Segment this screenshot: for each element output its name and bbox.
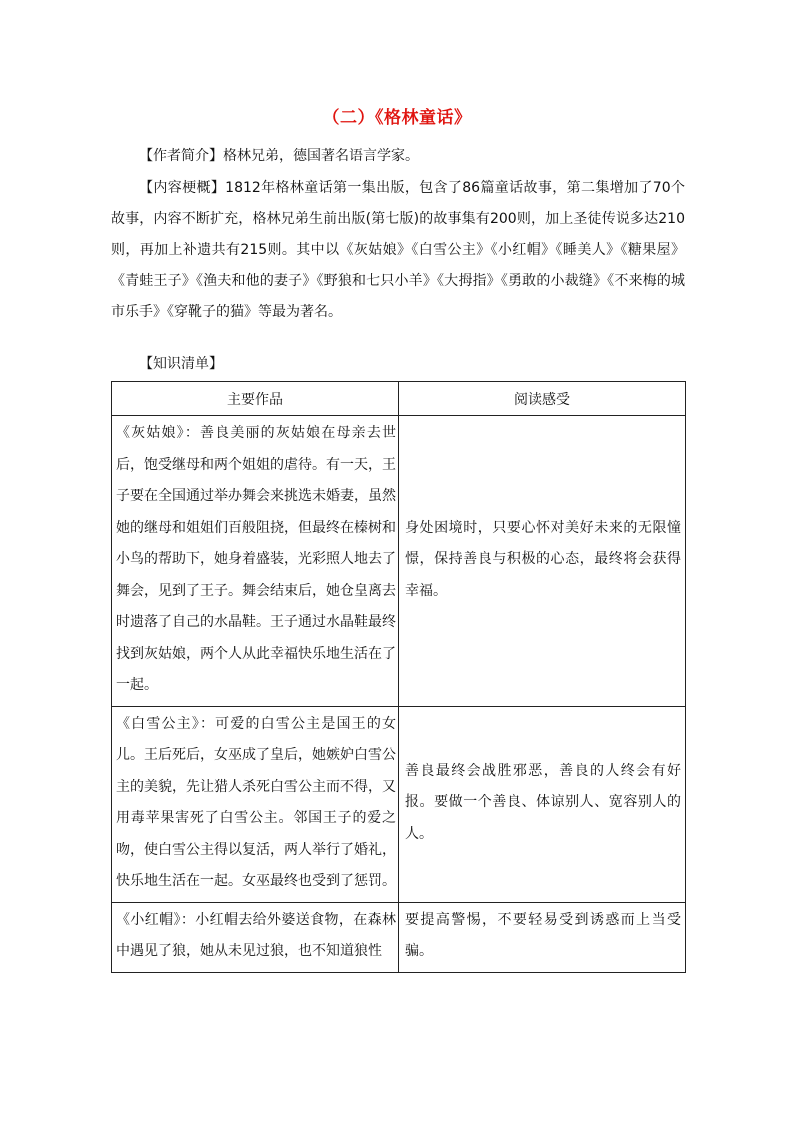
- feeling-cinderella: 身处困境时，只要心怀对美好未来的无限憧憬，保持善良与积极的心态，最终将会获得幸福。: [399, 416, 686, 707]
- table-header-row: [112, 382, 686, 416]
- feeling-little-red-riding-hood: 要提高警惕，不要轻易受到诱惑而上当受骗。: [399, 902, 686, 972]
- header-main-works: 主要作品: [112, 382, 399, 416]
- table-row: [112, 706, 686, 902]
- knowledge-table: [111, 381, 686, 973]
- work-cinderella: 《灰姑娘》：善良美丽的灰姑娘在母亲去世后，饱受继母和两个姐姐的虐待。有一天，王子要在全国通过举办舞会来挑选未婚妻，虽然她的继母和姐姐们百般阻挠，但最终在榛树和小鸟的帮助下，她身着盛装，光彩照人地去了舞会，见到了王子。舞会结束后，她仓皇离去时遗落了自己的水晶鞋。王子通过水晶鞋最终找到灰姑娘，两个人从此幸福快乐地生活在了一起。: [112, 416, 399, 707]
- table-row: [112, 902, 686, 972]
- feeling-snow-white: 善良最终会战胜邪恶，善良的人终会有好报。要做一个善良、体谅别人、宽容别人的人。: [399, 706, 686, 902]
- table-row: [112, 416, 686, 707]
- work-little-red-riding-hood: 《小红帽》：小红帽去给外婆送食物，在森林中遇见了狼，她从未见过狼，也不知道狼性: [112, 902, 399, 972]
- content-summary: 【内容梗概】1812年格林童话第一集出版，包含了86篇童话故事，第二集增加了70个故事，内容不断扩充，格林兄弟生前出版(第七版)的故事集有200则，加上圣徒传说多达210则，再加上补遗共有215则。其中以《灰姑娘》《白雪公主》《小红帽》《睡美人》《糖果屋》《青蛙王子》《渔夫和他的妻子》《野狼和七只小羊》《大拇指》《勇敢的小裁缝》《不来梅的城市乐手》《穿靴子的猫》等最为著名。: [111, 180, 685, 320]
- knowledge-list-label: 【知识清单】: [139, 356, 223, 372]
- header-reading-feelings: 阅读感受: [399, 382, 686, 416]
- section-title: （二）《格林童话》: [322, 108, 472, 128]
- work-snow-white: 《白雪公主》：可爱的白雪公主是国王的女儿。王后死后，女巫成了皇后，她嫉妒白雪公主的美貌，先让猎人杀死白雪公主而不得，又用毒苹果害死了白雪公主。邻国王子的爱之吻，使白雪公主得以复活，两人举行了婚礼，快乐地生活在一起。女巫最终也受到了惩罚。: [112, 706, 399, 902]
- author-intro: 【作者简介】格林兄弟，德国著名语言学家。: [139, 148, 419, 164]
